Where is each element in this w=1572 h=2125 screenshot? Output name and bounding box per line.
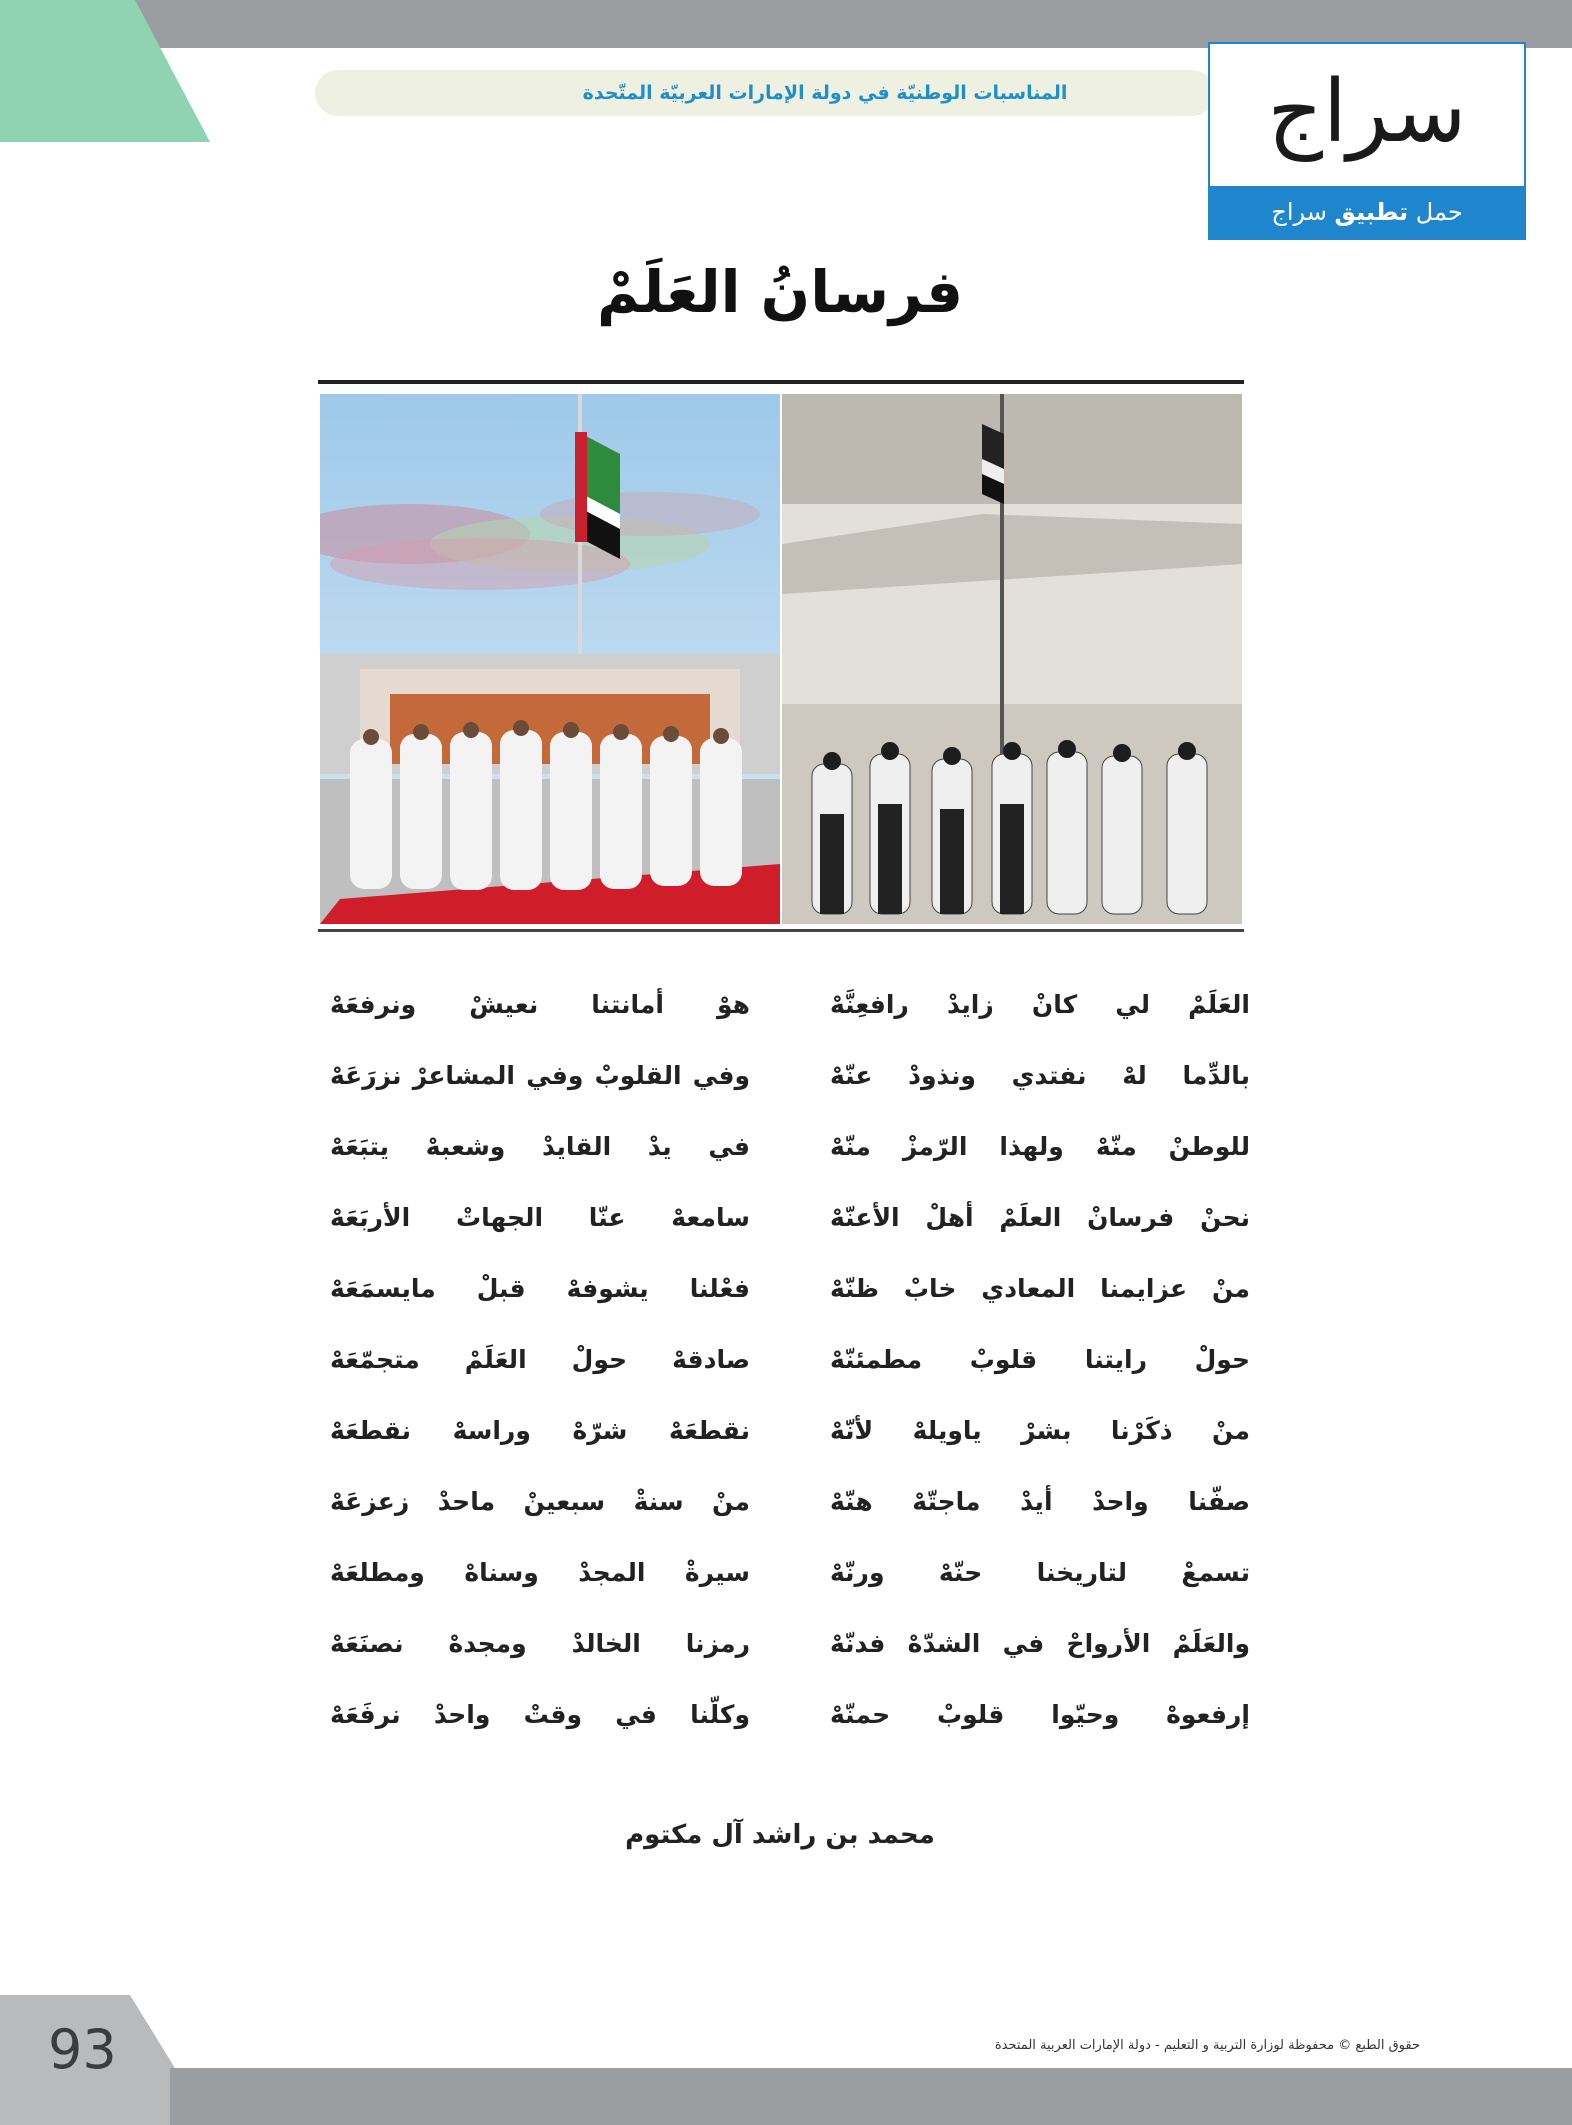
verse-first-hemistich: منْ عزايمنا المعادي خابْ ظنّهْ bbox=[830, 1274, 1250, 1303]
copyright-notice: حقوق الطبع © محفوظة لوزارة التربية و التعليم - دولة الإمارات العربية المتحدة bbox=[994, 2038, 1420, 2053]
verse-first-hemistich: صفّنا واحدْ أيدْ ماجتّهْ هنّهْ bbox=[830, 1487, 1250, 1516]
verse-first-hemistich: حولْ رايتنا قلوبْ مطمئنّهْ bbox=[830, 1345, 1250, 1374]
modern-flag-photo bbox=[320, 394, 780, 924]
verse-second-hemistich: وفي القلوبْ وفي المشاعرْ نزرَعَهْ bbox=[330, 1061, 750, 1090]
bottom-bar bbox=[170, 2068, 1572, 2125]
verse-first-hemistich: تسمعْ لتاريخنا حنّهْ ورنّهْ bbox=[830, 1558, 1250, 1587]
verse-second-hemistich: سامعهْ عنّا الجهاتْ الأربَعَهْ bbox=[330, 1203, 750, 1232]
poem-verse bbox=[330, 1132, 1250, 1192]
poem-author: محمد بن راشد آل مكتوم bbox=[625, 1820, 935, 1850]
poem-verse bbox=[330, 1487, 1250, 1547]
logo-tagline-suffix: سراج bbox=[1271, 198, 1327, 226]
verse-first-hemistich: للوطنْ منّهْ ولهذا الرّمزْ منّهْ bbox=[830, 1132, 1250, 1161]
verse-first-hemistich: العَلَمْ لي كانْ زايدْ رافعِنَّهْ bbox=[830, 990, 1250, 1019]
verse-second-hemistich: هوْ أمانتنا نعيشْ ونرفعَهْ bbox=[330, 990, 750, 1019]
verse-second-hemistich: في يدْ القايدْ وشعبهْ يتبَعَهْ bbox=[330, 1132, 750, 1161]
verse-first-hemistich: إرفعوهْ وحيّوا قلوبْ حمنّهْ bbox=[830, 1700, 1250, 1729]
poem-verse bbox=[330, 1558, 1250, 1618]
poem-verse bbox=[330, 1203, 1250, 1263]
green-corner-shape bbox=[0, 0, 210, 142]
verse-second-hemistich: رمزنا الخالدْ ومجدهْ نصنَعَهْ bbox=[330, 1629, 750, 1658]
poem-verse bbox=[330, 1345, 1250, 1405]
verse-second-hemistich: صادقهْ حولْ العَلَمْ متجمّعَهْ bbox=[330, 1345, 750, 1374]
logo-tagline bbox=[1210, 186, 1524, 238]
verse-second-hemistich: فعْلنا يشوفهْ قبلْ مايسمَعَهْ bbox=[330, 1274, 750, 1303]
poem-verse bbox=[330, 1416, 1250, 1476]
logo-tagline-prefix: حمل bbox=[1415, 198, 1463, 226]
verse-first-hemistich: منْ ذكَرْنا بشرْ ياويلهْ لأنّهْ bbox=[830, 1416, 1250, 1445]
logo-word: سراج bbox=[1267, 62, 1467, 162]
verse-second-hemistich: وكلّنا في وقتْ واحدْ نرفَعَهْ bbox=[330, 1700, 750, 1729]
verse-second-hemistich: سيرةْ المجدْ وسناهْ ومطلعَهْ bbox=[330, 1558, 750, 1587]
siraj-logo bbox=[1208, 42, 1526, 240]
poem-verse bbox=[330, 990, 1250, 1050]
subject-title: المناسبات الوطنيّة في دولة الإمارات العربيّة المتّحدة bbox=[582, 82, 1068, 104]
poem-title: فرسانُ العَلَمْ bbox=[596, 258, 964, 326]
verse-first-hemistich: والعَلَمْ الأرواحْ في الشدّهْ فدنّهْ bbox=[830, 1629, 1250, 1658]
logo-tagline-bold: تطبيق bbox=[1334, 198, 1409, 226]
poem-verse bbox=[330, 1061, 1250, 1121]
top-bar bbox=[0, 0, 1572, 48]
verse-first-hemistich: نحنْ فرسانْ العلَمْ أهلْ الأعنّهْ bbox=[830, 1203, 1250, 1232]
verse-second-hemistich: نقطعَهْ شرّهْ وراسهْ نقطعَهْ bbox=[330, 1416, 750, 1445]
verse-second-hemistich: منْ سنةْ سبعينْ ماحدْ زعزعَهْ bbox=[330, 1487, 750, 1516]
page-number: 93 bbox=[48, 2018, 117, 2081]
subject-strip bbox=[315, 70, 1215, 116]
historic-flag-photo bbox=[782, 394, 1242, 924]
poem-verse bbox=[330, 1700, 1250, 1760]
verse-first-hemistich: بالدِّما لهْ نفتدي ونذودْ عنّهْ bbox=[830, 1061, 1250, 1090]
poem-verse bbox=[330, 1274, 1250, 1334]
poem-verse bbox=[330, 1629, 1250, 1689]
photo-frame bbox=[318, 380, 1244, 932]
